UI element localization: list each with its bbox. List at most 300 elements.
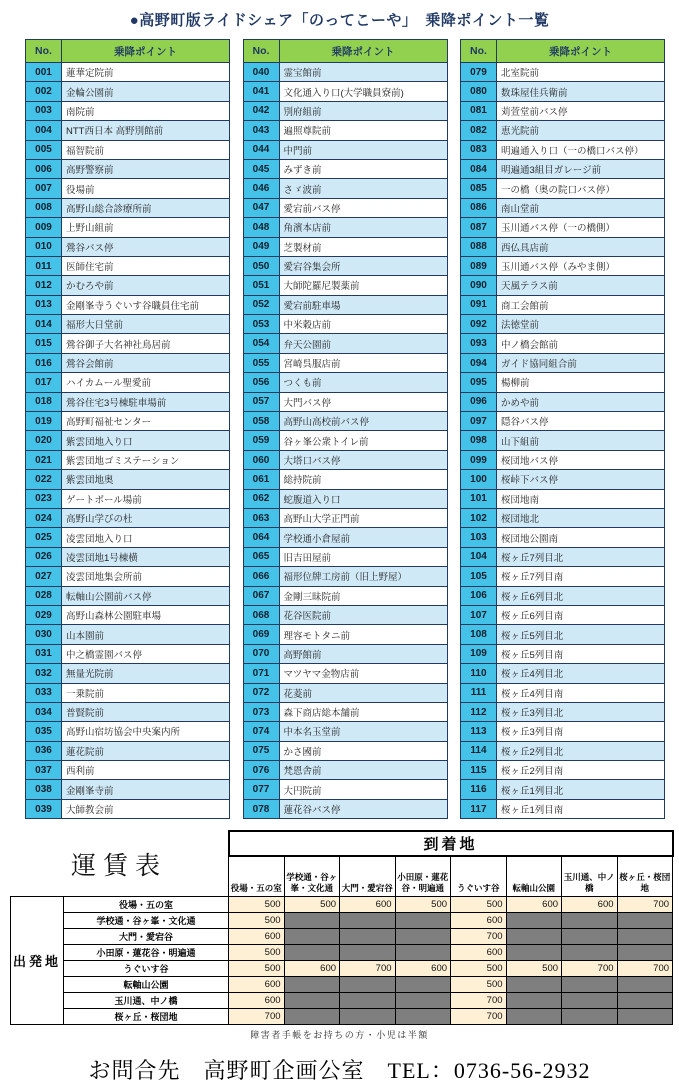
fare-cell: 700 xyxy=(451,993,507,1009)
stop-row xyxy=(461,450,665,469)
stop-name: 転軸山公園前バス停 xyxy=(62,586,230,605)
stop-name: 数珠屋佳兵衛前 xyxy=(497,82,665,101)
fare-destination-header: 玉川通、中ノ橋 xyxy=(562,856,618,897)
stop-number: 101 xyxy=(461,489,497,508)
stop-number: 046 xyxy=(243,179,279,198)
stop-name: 苅萱堂前バス停 xyxy=(497,101,665,120)
fare-cell: 600 xyxy=(340,897,396,913)
stop-row xyxy=(243,702,447,721)
stop-number: 037 xyxy=(26,761,62,780)
stop-number: 088 xyxy=(461,237,497,256)
stop-name: 森下商店総本舗前 xyxy=(279,702,447,721)
fare-cell: 700 xyxy=(617,897,673,913)
stop-row xyxy=(26,431,230,450)
stop-row xyxy=(461,373,665,392)
stop-name: 凌雲団地1号棟横 xyxy=(62,547,230,566)
stop-name: 凌雲団地集会所前 xyxy=(62,567,230,586)
stop-name: 法徳堂前 xyxy=(497,315,665,334)
stop-number: 107 xyxy=(461,605,497,624)
stop-row xyxy=(26,567,230,586)
stop-row xyxy=(26,392,230,411)
stop-number: 020 xyxy=(26,431,62,450)
stop-name: 愛宕谷集会所 xyxy=(279,256,447,275)
stop-name: 西利前 xyxy=(62,761,230,780)
stop-name: 梵恩舎前 xyxy=(279,761,447,780)
stop-row xyxy=(26,276,230,295)
stop-number: 015 xyxy=(26,334,62,353)
fare-departure-label: 出発地 xyxy=(11,897,64,1025)
fare-destination-header: 学校通・谷ヶ峯・文化通 xyxy=(284,856,340,897)
stop-number: 104 xyxy=(461,547,497,566)
stop-row xyxy=(243,198,447,217)
stop-row xyxy=(461,412,665,431)
stop-name: 南院前 xyxy=(62,101,230,120)
stop-name: 高野山大学正門前 xyxy=(279,508,447,527)
stop-number: 045 xyxy=(243,159,279,178)
fare-cell: 700 xyxy=(451,1009,507,1025)
stop-number: 017 xyxy=(26,373,62,392)
stop-number: 112 xyxy=(461,702,497,721)
stop-name: 無量光院前 xyxy=(62,664,230,683)
stop-name: 一乗院前 xyxy=(62,683,230,702)
stops-header-point: 乗降ポイント xyxy=(62,40,230,63)
stop-name: 一の橋（奥の院口バス停） xyxy=(497,179,665,198)
stop-name: 大塔口バス停 xyxy=(279,450,447,469)
stop-number: 056 xyxy=(243,373,279,392)
stop-row xyxy=(461,508,665,527)
stop-name: 高野山総合診療所前 xyxy=(62,198,230,217)
fare-destination-span-row xyxy=(11,831,673,856)
stop-row xyxy=(26,489,230,508)
stop-row xyxy=(243,82,447,101)
fare-cell: 600 xyxy=(395,961,451,977)
stops-header-point: 乗降ポイント xyxy=(497,40,665,63)
stop-row xyxy=(26,528,230,547)
stop-number: 005 xyxy=(26,140,62,159)
stop-number: 028 xyxy=(26,586,62,605)
stop-name: ハイカムール聖愛前 xyxy=(62,373,230,392)
fare-cell-empty xyxy=(395,913,451,929)
stop-name: 紫雲団地奥 xyxy=(62,470,230,489)
fare-cell: 500 xyxy=(451,977,507,993)
stop-number: 027 xyxy=(26,567,62,586)
stop-name: 桜団地南 xyxy=(497,489,665,508)
stop-number: 041 xyxy=(243,82,279,101)
stop-number: 033 xyxy=(26,683,62,702)
stop-row xyxy=(243,489,447,508)
stop-row xyxy=(461,799,665,818)
stop-row xyxy=(461,780,665,799)
stop-name: 商工会館前 xyxy=(497,295,665,314)
fare-cell-empty xyxy=(284,913,340,929)
stop-row xyxy=(26,140,230,159)
stop-name: 弁天公園前 xyxy=(279,334,447,353)
stop-name: さゞ波前 xyxy=(279,179,447,198)
stop-number: 062 xyxy=(243,489,279,508)
stop-number: 078 xyxy=(243,799,279,818)
stop-row xyxy=(243,605,447,624)
fare-departure-name: 大門・愛宕谷 xyxy=(64,929,229,945)
stop-name: 福智院前 xyxy=(62,140,230,159)
fare-destination-header: 役場・五の室 xyxy=(229,856,285,897)
stop-name: 役場前 xyxy=(62,179,230,198)
stop-name: 桜ヶ丘4列目南 xyxy=(497,683,665,702)
stop-number: 073 xyxy=(243,702,279,721)
stop-number: 011 xyxy=(26,256,62,275)
stop-number: 102 xyxy=(461,508,497,527)
stop-row xyxy=(461,741,665,760)
stop-row xyxy=(243,644,447,663)
stop-name: 高野山学びの杜 xyxy=(62,508,230,527)
stop-number: 043 xyxy=(243,121,279,140)
stop-number: 080 xyxy=(461,82,497,101)
stop-number: 115 xyxy=(461,761,497,780)
stop-name: 桜ヶ丘4列目北 xyxy=(497,664,665,683)
stop-name: 中ノ橋会館前 xyxy=(497,334,665,353)
stop-name: 金剛峯寺うぐいす谷職員住宅前 xyxy=(62,295,230,314)
fare-cell-empty xyxy=(395,1009,451,1025)
stop-name: 別府組前 xyxy=(279,101,447,120)
stop-row xyxy=(461,179,665,198)
stop-row xyxy=(26,353,230,372)
stop-name: 桜ヶ丘3列目北 xyxy=(497,702,665,721)
stop-row xyxy=(26,741,230,760)
stop-number: 038 xyxy=(26,780,62,799)
stop-number: 065 xyxy=(243,547,279,566)
stop-number: 034 xyxy=(26,702,62,721)
fare-cell-empty xyxy=(506,977,562,993)
fare-cell-empty xyxy=(395,993,451,1009)
stop-row xyxy=(26,82,230,101)
stop-row xyxy=(26,121,230,140)
fare-table-title: 運賃表 xyxy=(71,852,168,880)
stop-row xyxy=(26,547,230,566)
stop-row xyxy=(26,470,230,489)
stop-row xyxy=(461,664,665,683)
stop-row xyxy=(243,412,447,431)
stop-number: 047 xyxy=(243,198,279,217)
stop-row xyxy=(461,586,665,605)
stop-number: 066 xyxy=(243,567,279,586)
stop-row xyxy=(26,780,230,799)
stop-row xyxy=(243,625,447,644)
fare-cell-empty xyxy=(340,913,396,929)
stop-row xyxy=(243,780,447,799)
stop-number: 039 xyxy=(26,799,62,818)
stop-number: 014 xyxy=(26,315,62,334)
fare-cell: 600 xyxy=(451,945,507,961)
fare-destination-header: 桜ヶ丘・桜団地 xyxy=(617,856,673,897)
stop-name: 明遍通入り口（一の橋口バス停） xyxy=(497,140,665,159)
stop-row xyxy=(243,373,447,392)
stop-row xyxy=(243,237,447,256)
fare-departure-name: うぐいす谷 xyxy=(64,961,229,977)
stop-name: 普賢院前 xyxy=(62,702,230,721)
stop-row xyxy=(461,295,665,314)
fare-cell-empty xyxy=(506,1009,562,1025)
contact-footer: お問合先 高野町企画公室 TEL：0736-56-2932 xyxy=(88,1058,591,1084)
stops-header-row xyxy=(26,40,230,63)
stop-number: 089 xyxy=(461,256,497,275)
fare-row xyxy=(11,977,673,993)
stop-name: 理容モトタニ前 xyxy=(279,625,447,644)
stop-row xyxy=(26,256,230,275)
stop-name: 福形大日堂前 xyxy=(62,315,230,334)
stop-name: 愛宕前バス停 xyxy=(279,198,447,217)
stop-name: ガイド協同組合前 xyxy=(497,353,665,372)
stop-name: 紫雲団地ゴミステーション xyxy=(62,450,230,469)
stop-name: かさ國前 xyxy=(279,741,447,760)
fare-departure-name: 桜ヶ丘・桜団地 xyxy=(64,1009,229,1025)
stop-name: 芝製材前 xyxy=(279,237,447,256)
stop-row xyxy=(243,722,447,741)
fare-departure-name: 役場・五の室 xyxy=(64,897,229,913)
stop-row xyxy=(243,353,447,372)
stop-number: 084 xyxy=(461,159,497,178)
stop-name: 桜ヶ丘2列目南 xyxy=(497,761,665,780)
fare-cell-empty xyxy=(340,945,396,961)
stop-name: 高野館前 xyxy=(279,644,447,663)
stop-name: 中米穀店前 xyxy=(279,315,447,334)
stop-number: 023 xyxy=(26,489,62,508)
fare-cell-empty xyxy=(506,993,562,1009)
stop-name: マツヤマ金物店前 xyxy=(279,664,447,683)
fare-cell-empty xyxy=(340,1009,396,1025)
stop-number: 111 xyxy=(461,683,497,702)
stop-number: 002 xyxy=(26,82,62,101)
stop-row xyxy=(461,470,665,489)
stop-row xyxy=(26,644,230,663)
stop-number: 035 xyxy=(26,722,62,741)
stop-number: 042 xyxy=(243,101,279,120)
stop-number: 059 xyxy=(243,431,279,450)
stop-row xyxy=(461,140,665,159)
fare-cell-empty xyxy=(617,929,673,945)
stop-row xyxy=(243,761,447,780)
stop-number: 068 xyxy=(243,605,279,624)
stop-row xyxy=(26,295,230,314)
fare-cell-empty xyxy=(340,993,396,1009)
fare-cell-empty xyxy=(617,993,673,1009)
stop-row xyxy=(461,121,665,140)
stop-number: 021 xyxy=(26,450,62,469)
fare-cell-empty xyxy=(395,945,451,961)
fare-note: 障害者手帳をお持ちの方・小児は半額 xyxy=(250,1030,429,1041)
stop-name: 蛇腹道入り口 xyxy=(279,489,447,508)
stop-name: 霊宝館前 xyxy=(279,63,447,82)
stop-name: 金輪公園前 xyxy=(62,82,230,101)
stop-row xyxy=(26,683,230,702)
stop-number: 096 xyxy=(461,392,497,411)
stop-row xyxy=(26,373,230,392)
stop-row xyxy=(243,508,447,527)
stop-number: 003 xyxy=(26,101,62,120)
stop-number: 077 xyxy=(243,780,279,799)
stop-number: 099 xyxy=(461,450,497,469)
stop-name: 大門バス停 xyxy=(279,392,447,411)
stop-number: 108 xyxy=(461,625,497,644)
stops-header-row xyxy=(243,40,447,63)
fare-cell-empty xyxy=(284,977,340,993)
fare-destination-label: 到着地 xyxy=(229,831,673,856)
fare-departure-name: 小田原・蓮花谷・明遍通 xyxy=(64,945,229,961)
fare-cell-empty xyxy=(617,913,673,929)
stop-name: 金剛三昧院前 xyxy=(279,586,447,605)
stop-number: 110 xyxy=(461,664,497,683)
stops-header-no: No. xyxy=(243,40,279,63)
stop-name: 中之橋霊園バス停 xyxy=(62,644,230,663)
fare-cell: 500 xyxy=(284,897,340,913)
fare-destination-header: 大門・愛宕谷 xyxy=(340,856,396,897)
fare-row xyxy=(11,1009,673,1025)
stop-number: 064 xyxy=(243,528,279,547)
fare-cell-empty xyxy=(340,977,396,993)
stop-name: 鶯谷会館前 xyxy=(62,353,230,372)
stop-row xyxy=(26,799,230,818)
fare-cell-empty xyxy=(395,977,451,993)
stop-number: 075 xyxy=(243,741,279,760)
stop-number: 050 xyxy=(243,256,279,275)
stop-row xyxy=(243,586,447,605)
stop-row xyxy=(461,276,665,295)
stop-number: 060 xyxy=(243,450,279,469)
stop-number: 031 xyxy=(26,644,62,663)
stop-row xyxy=(243,295,447,314)
stop-number: 106 xyxy=(461,586,497,605)
stop-row xyxy=(461,702,665,721)
stop-name: 蓮華定院前 xyxy=(62,63,230,82)
fare-row xyxy=(11,945,673,961)
stop-name: 谷ヶ峯公衆トイレ前 xyxy=(279,431,447,450)
stop-number: 009 xyxy=(26,218,62,237)
stop-row xyxy=(243,567,447,586)
stop-row xyxy=(243,121,447,140)
stop-number: 049 xyxy=(243,237,279,256)
stop-row xyxy=(243,664,447,683)
stop-name: 文化通入り口(大学職員寮前) xyxy=(279,82,447,101)
fare-cell: 600 xyxy=(562,897,618,913)
stop-name: 桜峠下バス停 xyxy=(497,470,665,489)
stop-number: 018 xyxy=(26,392,62,411)
stop-row xyxy=(461,63,665,82)
fare-section xyxy=(10,830,679,1025)
stop-name: 大師陀羅尼製薬前 xyxy=(279,276,447,295)
stops-header-no: No. xyxy=(461,40,497,63)
stop-row xyxy=(461,82,665,101)
stop-row xyxy=(243,450,447,469)
fare-cell: 500 xyxy=(229,945,285,961)
stop-number: 085 xyxy=(461,179,497,198)
fare-cell: 700 xyxy=(617,961,673,977)
stop-number: 092 xyxy=(461,315,497,334)
fare-departure-name: 転軸山公園 xyxy=(64,977,229,993)
stop-name: 遍照尊院前 xyxy=(279,121,447,140)
stops-header-row xyxy=(461,40,665,63)
stop-row xyxy=(26,315,230,334)
stop-number: 086 xyxy=(461,198,497,217)
stop-number: 057 xyxy=(243,392,279,411)
fare-cell: 700 xyxy=(562,961,618,977)
stop-row xyxy=(26,334,230,353)
stop-row xyxy=(461,218,665,237)
stop-row xyxy=(26,450,230,469)
stop-name: 南山堂前 xyxy=(497,198,665,217)
fare-departure-name: 玉川通、中ノ橋 xyxy=(64,993,229,1009)
stop-row xyxy=(243,799,447,818)
stop-row xyxy=(461,547,665,566)
fare-cell-empty xyxy=(395,929,451,945)
stop-row xyxy=(461,392,665,411)
fare-cell: 700 xyxy=(340,961,396,977)
fare-cell: 600 xyxy=(284,961,340,977)
stop-number: 054 xyxy=(243,334,279,353)
stop-name: 桜ヶ丘6列目北 xyxy=(497,586,665,605)
stop-name: 楊柳前 xyxy=(497,373,665,392)
fare-cell: 600 xyxy=(229,993,285,1009)
fare-cell-empty xyxy=(284,929,340,945)
fare-cell: 700 xyxy=(229,1009,285,1025)
stop-number: 026 xyxy=(26,547,62,566)
stop-name: 桜ヶ丘1列目北 xyxy=(497,780,665,799)
stop-number: 053 xyxy=(243,315,279,334)
stop-number: 093 xyxy=(461,334,497,353)
stop-number: 081 xyxy=(461,101,497,120)
stop-number: 007 xyxy=(26,179,62,198)
stop-number: 022 xyxy=(26,470,62,489)
stop-row xyxy=(243,218,447,237)
fare-departure-name: 学校通・谷ヶ峯・文化通 xyxy=(64,913,229,929)
stop-row xyxy=(461,625,665,644)
stop-name: NTT西日本 高野別館前 xyxy=(62,121,230,140)
stop-number: 098 xyxy=(461,431,497,450)
stop-row xyxy=(26,159,230,178)
stops-header-point: 乗降ポイント xyxy=(279,40,447,63)
stop-name: 桜ヶ丘1列目南 xyxy=(497,799,665,818)
stops-table-1 xyxy=(25,39,230,819)
stop-row xyxy=(243,315,447,334)
stop-number: 074 xyxy=(243,722,279,741)
fare-cell-empty xyxy=(617,945,673,961)
stop-row xyxy=(461,334,665,353)
fare-cell-empty xyxy=(562,913,618,929)
stop-number: 072 xyxy=(243,683,279,702)
stop-number: 013 xyxy=(26,295,62,314)
fare-cell: 500 xyxy=(229,913,285,929)
stop-name: 高野山宿坊協会中央案内所 xyxy=(62,722,230,741)
stop-number: 109 xyxy=(461,644,497,663)
stops-body-1 xyxy=(26,63,230,819)
fare-cell-empty xyxy=(617,977,673,993)
fare-row xyxy=(11,993,673,1009)
stop-row xyxy=(461,567,665,586)
stop-name: 山本園前 xyxy=(62,625,230,644)
stop-number: 114 xyxy=(461,741,497,760)
stop-name: 旧吉田屋前 xyxy=(279,547,447,566)
fare-row xyxy=(11,961,673,977)
stop-name: 花菱前 xyxy=(279,683,447,702)
stop-row xyxy=(26,237,230,256)
fare-cell-empty xyxy=(284,993,340,1009)
stop-number: 016 xyxy=(26,353,62,372)
stop-row xyxy=(461,683,665,702)
fare-table xyxy=(10,830,674,1025)
stop-name: 桜ヶ丘7列目南 xyxy=(497,567,665,586)
stop-number: 024 xyxy=(26,508,62,527)
stop-number: 019 xyxy=(26,412,62,431)
fare-cell-empty xyxy=(284,1009,340,1025)
stop-name: 桜ヶ丘3列目南 xyxy=(497,722,665,741)
stop-name: 高野町福祉センター xyxy=(62,412,230,431)
